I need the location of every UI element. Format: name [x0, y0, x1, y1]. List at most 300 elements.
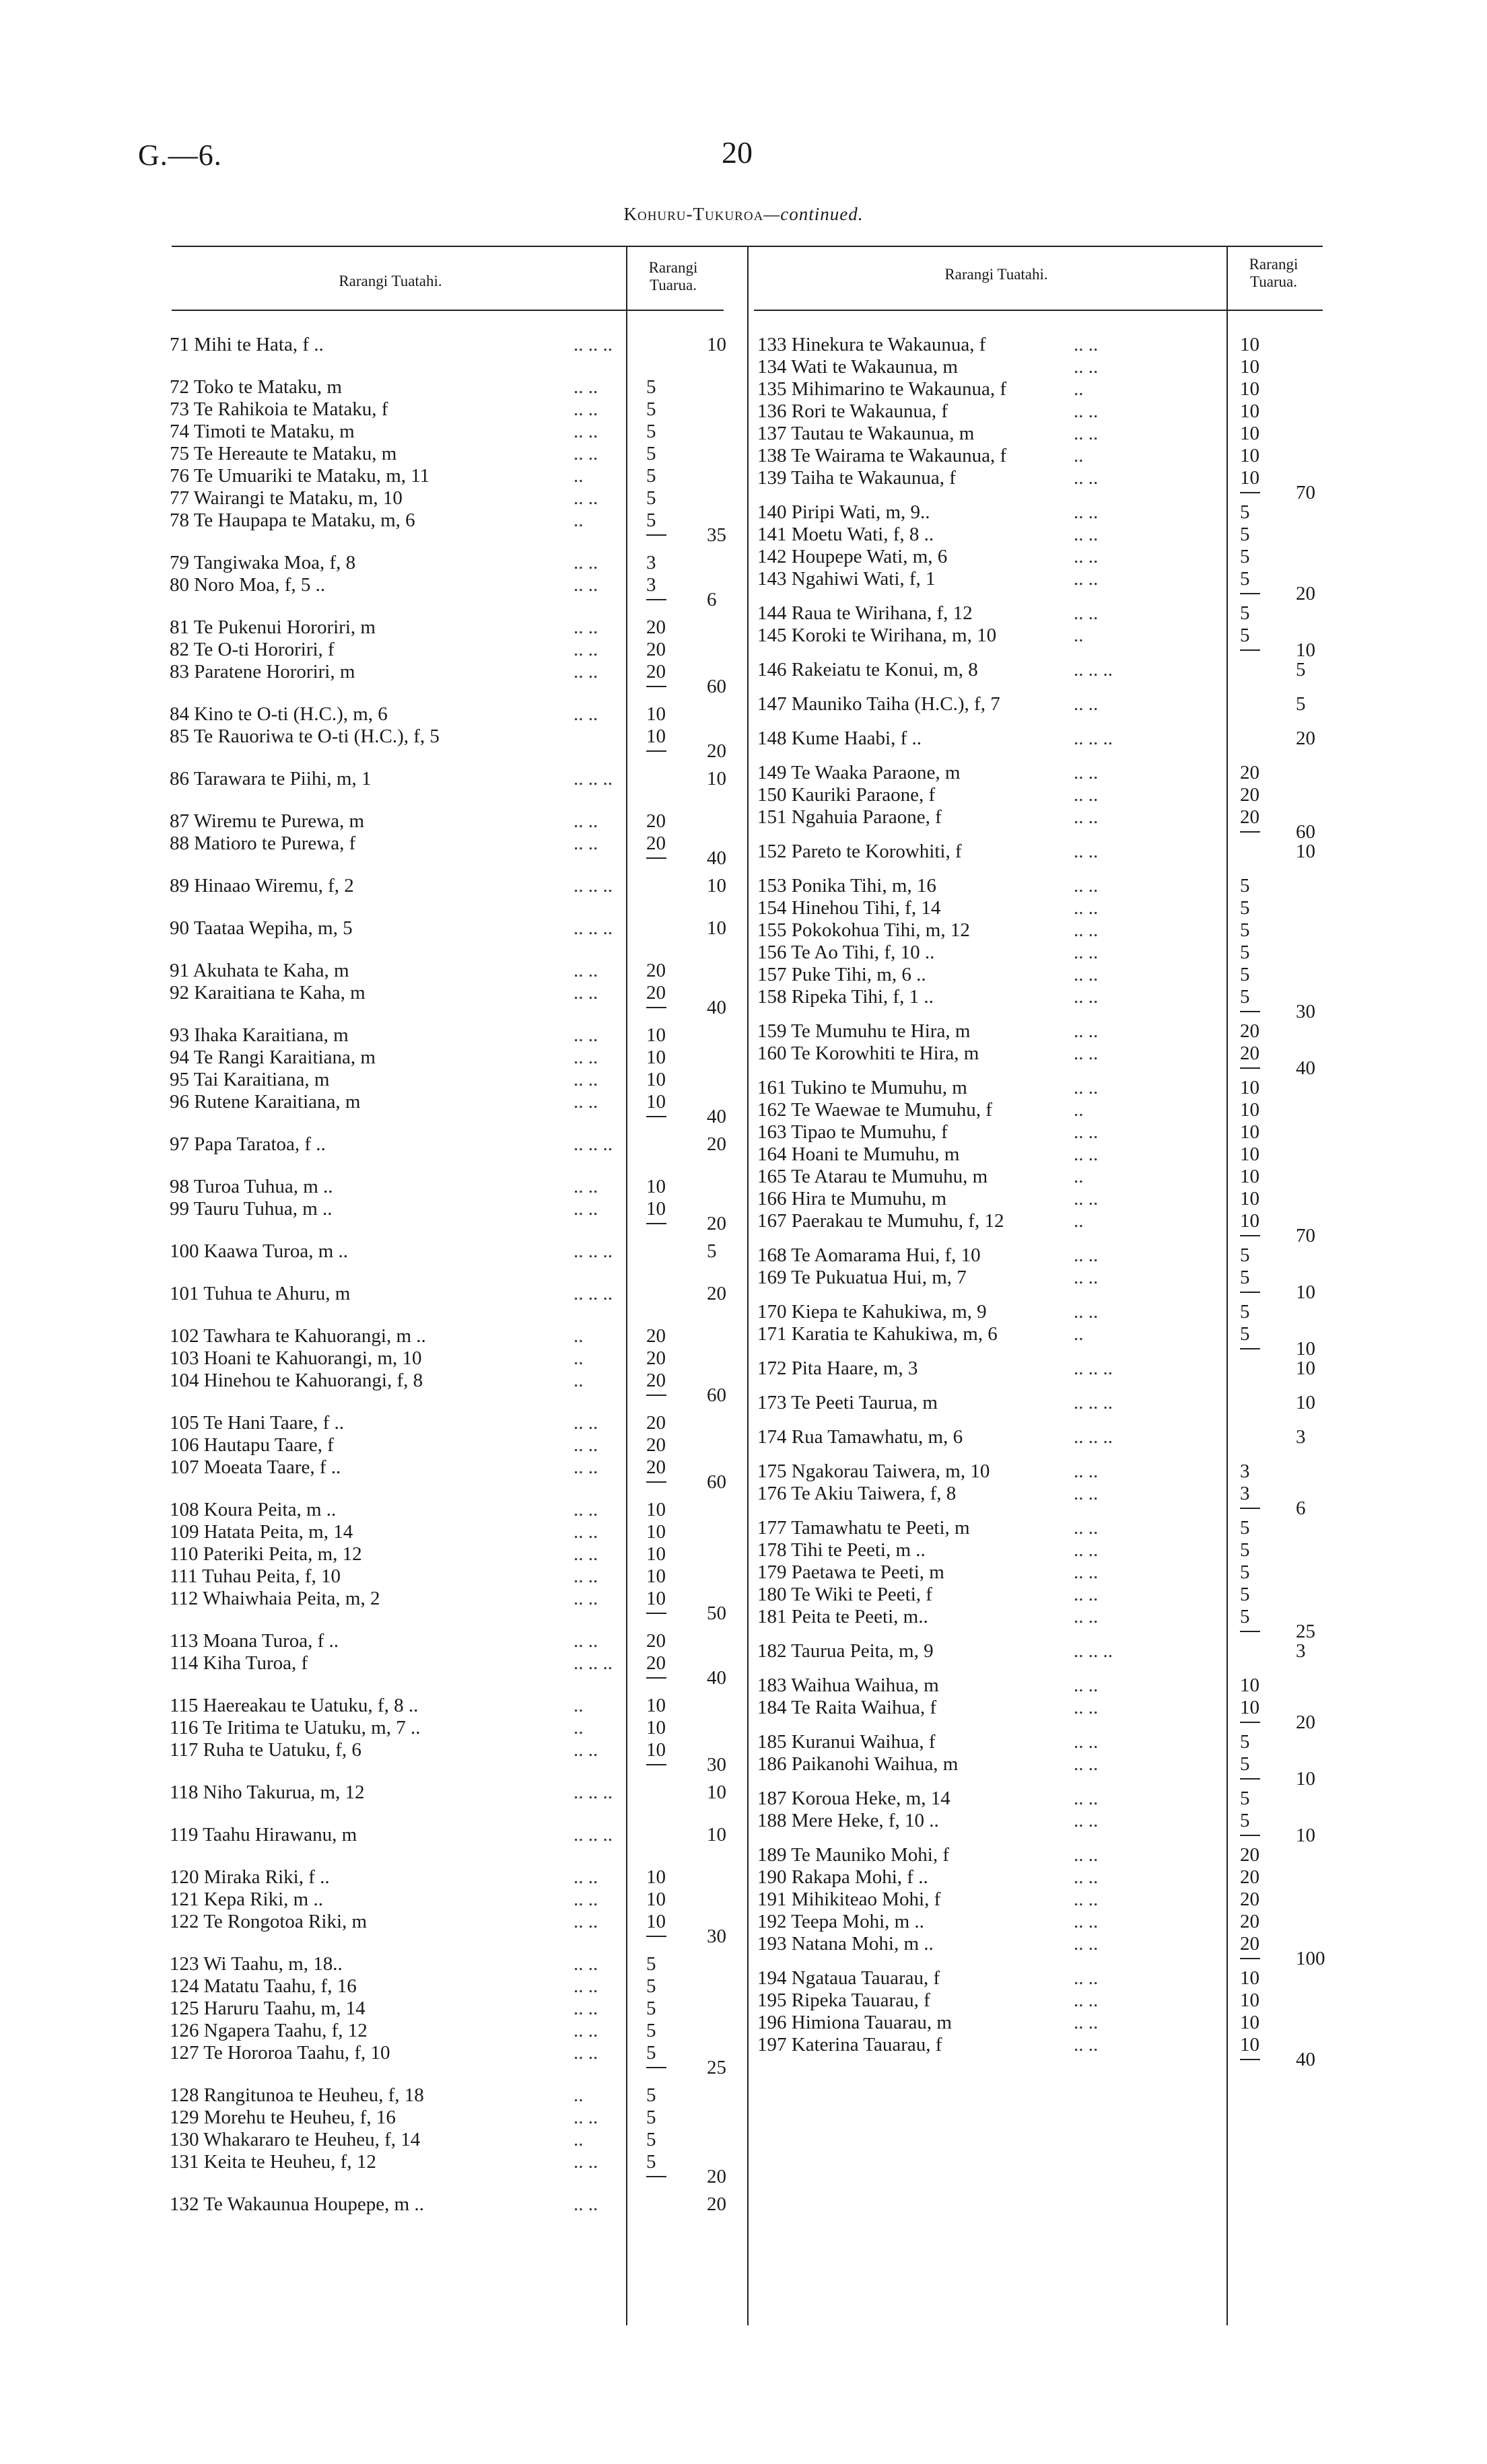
leader-dots: .. .. .. [1074, 1640, 1113, 1662]
entry-name: 144 Raua te Wirihana, f, 12 [757, 602, 973, 624]
share-amount: 5 [1240, 1753, 1250, 1775]
subtotal-amount: 20 [707, 1283, 726, 1304]
register-row [170, 1046, 598, 1069]
leader-dots: .. .. .. [574, 1240, 613, 1262]
share-amount: 5 [646, 2020, 656, 2041]
share-amount: 10 [1240, 423, 1259, 444]
register-row [757, 1561, 1099, 1584]
subtotal-amount: 10 [1296, 1358, 1315, 1379]
register-row [170, 1823, 613, 1846]
entry-name: 118 Niho Takurua, m, 12 [170, 1782, 365, 1803]
register-row [757, 1730, 1099, 1753]
entry-name: 81 Te Pukenui Hororiri, m [170, 617, 376, 638]
share-amount: 10 [646, 1198, 666, 1220]
register-row [170, 1652, 613, 1675]
leader-dots: .. .. [1074, 693, 1099, 715]
share-amount: 10 [1240, 1188, 1259, 1209]
entry-name: 188 Mere Heke, f, 10 .. [757, 1810, 939, 1831]
subtotal-rule [646, 1936, 666, 1937]
register-row [170, 2106, 598, 2129]
entry-name: 114 Kiha Turoa, f [170, 1652, 308, 1674]
leader-dots: .. .. [1074, 1753, 1099, 1775]
register-row [170, 767, 613, 790]
share-amount: 3 [646, 574, 656, 596]
register-row [170, 1325, 584, 1347]
share-amount: 20 [1240, 762, 1259, 783]
subtotal-amount: 50 [707, 1603, 726, 1624]
leader-dots: .. .. [574, 1998, 598, 2019]
entry-name: 117 Ruha te Uatuku, f, 6 [170, 1739, 361, 1761]
share-amount: 20 [646, 617, 666, 638]
share-amount: 10 [1240, 1697, 1259, 1718]
page-number: 20 [722, 135, 753, 170]
register-row [757, 1989, 1099, 2012]
share-amount: 5 [1240, 1267, 1250, 1288]
leader-dots: .. .. [574, 639, 598, 660]
subtotal-amount: 30 [1296, 1001, 1315, 1022]
register-row [757, 545, 1099, 568]
entry-name: 151 Ngahuia Paraone, f [757, 806, 942, 828]
entry-name: 170 Kiepa te Kahukiwa, m, 9 [757, 1301, 987, 1323]
share-amount: 10 [1240, 356, 1259, 378]
subtotal-rule [646, 1116, 666, 1117]
entry-name: 135 Mihimarino te Wakaunua, f [757, 378, 1007, 400]
share-amount: 10 [646, 1739, 666, 1761]
entry-name: 179 Paetawa te Peeti, m [757, 1561, 944, 1583]
subtotal-amount: 20 [707, 1133, 726, 1155]
subtotal-rule [1240, 1835, 1260, 1836]
leader-dots: .. .. [574, 574, 598, 596]
share-amount: 10 [646, 1543, 666, 1565]
register-row [757, 1967, 1099, 1990]
share-amount: 5 [1240, 919, 1250, 941]
register-row [757, 963, 1099, 986]
subtotal-rule [646, 750, 666, 752]
entry-name: 167 Paerakau te Mumuhu, f, 12 [757, 1210, 1004, 1232]
share-amount: 5 [646, 465, 656, 487]
entry-name: 106 Hautapu Taare, f [170, 1434, 334, 1456]
register-row [757, 1753, 1099, 1775]
share-amount: 20 [1240, 1889, 1259, 1910]
entry-name: 123 Wi Taahu, m, 18.. [170, 1953, 343, 1975]
share-amount: 20 [1240, 806, 1259, 828]
share-amount: 5 [646, 443, 656, 464]
share-amount: 10 [646, 1695, 666, 1716]
register-row [170, 832, 598, 855]
leader-dots: .. .. [574, 2151, 598, 2173]
register-row [170, 725, 440, 748]
register-row [757, 985, 1099, 1008]
leader-dots: .. .. [574, 2020, 598, 2041]
leader-dots: .. .. .. [1074, 1358, 1113, 1379]
register-row [170, 464, 584, 487]
register-row [170, 2041, 598, 2064]
entry-name: 166 Hira te Mumuhu, m [757, 1188, 947, 1209]
register-row [757, 658, 1113, 681]
share-amount: 10 [1240, 1967, 1259, 1989]
register-row [757, 567, 1099, 590]
leader-dots: .. [574, 465, 584, 487]
entry-name: 84 Kino te O-ti (H.C.), m, 6 [170, 703, 388, 725]
subtotal-amount: 10 [1296, 1281, 1315, 1303]
share-amount: 20 [1240, 1911, 1259, 1932]
entry-name: 197 Katerina Tauarau, f [757, 2034, 942, 2055]
share-amount: 5 [1240, 875, 1250, 896]
leader-dots: .. .. [1074, 423, 1099, 444]
share-amount: 20 [646, 639, 666, 660]
share-amount: 10 [1240, 378, 1259, 400]
column-divider-left-share [626, 246, 627, 2325]
running-title-suffix: —continued. [763, 204, 864, 224]
subtotal-rule [1240, 1067, 1260, 1069]
entry-name: 189 Te Mauniko Mohi, f [757, 1844, 950, 1866]
entry-name: 109 Hatata Peita, m, 14 [170, 1521, 353, 1543]
leader-dots: .. .. [574, 1739, 598, 1761]
share-amount: 20 [1240, 1866, 1259, 1888]
share-amount: 20 [646, 1652, 666, 1674]
leader-dots: .. .. [1074, 762, 1099, 783]
leader-dots: .. .. [1074, 1460, 1099, 1482]
register-row [757, 1244, 1099, 1267]
entry-name: 125 Haruru Taahu, m, 14 [170, 1998, 366, 2019]
entry-name: 161 Tukino te Mumuhu, m [757, 1077, 967, 1098]
entry-name: 172 Pita Haare, m, 3 [757, 1358, 918, 1379]
leader-dots: .. .. .. [574, 1283, 613, 1304]
register-row [757, 1809, 1099, 1832]
entry-name: 155 Pokokohua Tihi, m, 12 [757, 919, 970, 941]
subtotal-rule [646, 2176, 666, 2177]
register-row [757, 1425, 1113, 1448]
running-head [0, 204, 1487, 225]
entry-name: 185 Kuranui Waihua, f [757, 1731, 936, 1753]
running-title: Kohuru-Tukuroa [623, 204, 764, 224]
entry-name: 146 Rakeiatu te Konui, m, 8 [757, 659, 978, 680]
register-row [170, 1629, 598, 1652]
entry-name: 102 Tawhara te Kahuorangi, m .. [170, 1325, 426, 1347]
leader-dots: .. .. [574, 1630, 598, 1652]
entry-name: 178 Tihi te Peeti, m .. [757, 1539, 926, 1561]
entry-name: 90 Taataa Wepiha, m, 5 [170, 917, 353, 939]
leader-dots: .. .. [1074, 1933, 1099, 1955]
subtotal-rule [1240, 2059, 1260, 2060]
share-amount: 5 [646, 1998, 656, 2019]
leader-dots: .. .. [1074, 1584, 1099, 1605]
entry-name: 100 Kaawa Turoa, m .. [170, 1240, 349, 1262]
entry-name: 181 Peita te Peeti, m.. [757, 1606, 928, 1627]
register-row [170, 1716, 584, 1739]
leader-dots: .. .. [1074, 875, 1099, 896]
register-row [170, 2128, 584, 2151]
entry-name: 133 Hinekura te Wakaunua, f [757, 334, 986, 355]
subtotal-rule [646, 1007, 666, 1008]
subtotal-amount: 40 [707, 1667, 726, 1689]
subtotal-amount: 20 [707, 1213, 726, 1234]
register-row [170, 442, 598, 465]
leader-dots: .. .. .. [574, 1824, 613, 1845]
leader-dots: .. [574, 1695, 584, 1716]
subtotal-amount: 10 [707, 917, 726, 939]
entry-name: 128 Rangitunoa te Heuheu, f, 18 [170, 2084, 424, 2106]
entry-name: 164 Hoani te Mumuhu, m [757, 1143, 960, 1165]
share-amount: 5 [646, 2151, 656, 2173]
subtotal-rule [1240, 593, 1260, 594]
share-amount: 5 [646, 376, 656, 398]
register-row [757, 919, 1099, 942]
register-row [757, 1843, 1099, 1866]
leader-dots: .. .. [574, 1024, 598, 1046]
register-row [170, 2084, 584, 2107]
leader-dots: .. .. [1074, 1043, 1099, 1064]
share-amount: 10 [646, 1521, 666, 1543]
subtotal-rule [646, 1764, 666, 1765]
leader-dots: .. .. [1074, 334, 1099, 355]
entry-name: 177 Tamawhatu te Peeti, m [757, 1517, 970, 1539]
leader-dots: .. .. [1074, 602, 1099, 624]
subtotal-amount: 10 [1296, 1825, 1315, 1846]
leader-dots: .. [1074, 625, 1084, 646]
register-row [170, 376, 598, 398]
register-row [757, 1605, 1099, 1628]
leader-dots: .. .. [1074, 1697, 1099, 1718]
entry-name: 196 Himiona Tauarau, m [757, 2012, 952, 2033]
subtotal-rule [646, 686, 666, 687]
share-amount: 20 [1240, 1844, 1259, 1866]
register-row [757, 761, 1099, 784]
share-amount: 20 [646, 1412, 666, 1434]
register-row [757, 1020, 1099, 1043]
entry-name: 74 Timoti te Mataku, m [170, 421, 355, 442]
entry-name: 168 Te Aomarama Hui, f, 10 [757, 1244, 981, 1266]
leader-dots: .. .. [574, 1499, 598, 1520]
entry-name: 75 Te Hereaute te Mataku, m [170, 443, 397, 464]
entry-name: 129 Morehu te Heuheu, f, 16 [170, 2107, 396, 2128]
leader-dots: .. [1074, 1099, 1084, 1121]
register-row [757, 1640, 1113, 1662]
leader-dots: .. .. [574, 1069, 598, 1090]
entry-name: 141 Moetu Wati, f, 8 .. [757, 524, 934, 545]
leader-dots: .. .. [1074, 568, 1099, 590]
subtotal-amount: 20 [707, 2193, 726, 2215]
register-row [170, 1456, 598, 1479]
leader-dots: .. .. [1074, 1244, 1099, 1266]
share-amount: 20 [646, 833, 666, 854]
entry-name: 73 Te Rahikoia te Mataku, f [170, 398, 388, 420]
register-row [757, 602, 1099, 625]
share-amount: 20 [646, 1325, 666, 1347]
share-amount: 20 [1240, 1020, 1259, 1042]
entry-name: 112 Whaiwhaia Peita, m, 2 [170, 1588, 380, 1609]
subtotal-rule [1240, 1292, 1260, 1293]
entry-name: 152 Pareto te Korowhiti, f [757, 841, 962, 862]
share-amount: 10 [646, 1024, 666, 1046]
entry-name: 85 Te Rauoriwa te O-ti (H.C.), f, 5 [170, 726, 440, 747]
share-amount: 5 [1240, 986, 1250, 1008]
leader-dots: .. .. [1074, 1990, 1099, 2011]
entry-name: 145 Koroki te Wirihana, m, 10 [757, 625, 997, 646]
register-row [757, 941, 1099, 964]
entry-name: 122 Te Rongotoa Riki, m [170, 1911, 368, 1932]
register-row [170, 1197, 598, 1220]
subtotal-amount: 10 [707, 334, 726, 355]
leader-dots: .. [574, 1717, 584, 1738]
leader-dots: .. [1074, 445, 1084, 466]
entry-name: 115 Haereakau te Uatuku, f, 8 .. [170, 1695, 419, 1716]
subtotal-amount: 30 [707, 1926, 726, 1947]
leader-dots: .. .. [1074, 964, 1099, 985]
leader-dots: .. .. .. [574, 1782, 613, 1803]
share-amount: 10 [646, 1911, 666, 1932]
leader-dots: .. .. [574, 1866, 598, 1888]
register-row [757, 840, 1099, 863]
register-row [757, 400, 1099, 423]
column-divider-right-share [1226, 246, 1228, 2325]
share-amount: 5 [1240, 524, 1250, 545]
subtotal-rule [646, 1481, 666, 1483]
leader-dots: .. [1074, 1210, 1084, 1232]
subtotal-amount: 5 [707, 1240, 717, 1262]
entry-name: 131 Keita te Heuheu, f, 12 [170, 2151, 376, 2173]
register-row [170, 551, 598, 574]
register-row [757, 1143, 1099, 1166]
share-amount: 5 [646, 2107, 656, 2128]
register-row [170, 616, 598, 639]
register-row [170, 1024, 598, 1047]
register-row [757, 1209, 1084, 1232]
leader-dots: .. .. [574, 2193, 598, 2215]
entry-name: 82 Te O-ti Hororiri, f [170, 639, 335, 660]
register-row [757, 693, 1099, 715]
leader-dots: .. .. [1074, 1301, 1099, 1323]
subtotal-amount: 10 [707, 1824, 726, 1845]
register-row [170, 917, 613, 940]
entry-name: 136 Rori te Wakaunua, f [757, 400, 948, 422]
entry-name: 137 Tautau te Wakaunua, m [757, 423, 975, 444]
leader-dots: .. .. [1074, 1788, 1099, 1809]
entry-name: 140 Piripi Wati, m, 9.. [757, 501, 930, 523]
register-row [757, 1787, 1099, 1810]
entry-name: 147 Mauniko Taiha (H.C.), f, 7 [757, 693, 1000, 715]
entry-name: 150 Kauriki Paraone, f [757, 784, 936, 806]
leader-dots: .. .. [1074, 1675, 1099, 1696]
register-row [170, 874, 613, 897]
leader-dots: .. [574, 1347, 584, 1369]
register-row [170, 981, 598, 1004]
leader-dots: .. .. [1074, 1077, 1099, 1098]
share-amount: 3 [1240, 1483, 1250, 1504]
share-amount: 10 [1240, 445, 1259, 466]
leader-dots: .. [574, 2129, 584, 2150]
entry-name: 132 Te Wakaunua Houpepe, m .. [170, 2193, 424, 2215]
register-row [170, 1866, 598, 1889]
share-amount: 10 [646, 726, 666, 747]
share-amount: 20 [646, 1434, 666, 1456]
register-row [170, 1587, 598, 1610]
register-row [170, 1347, 584, 1370]
register-row [170, 333, 613, 356]
page-ref: G.—6. [138, 139, 222, 172]
leader-dots: .. .. [574, 1456, 598, 1478]
leader-dots: .. [574, 2084, 584, 2106]
share-amount: 10 [1240, 1210, 1259, 1232]
register-row [757, 1323, 1084, 1345]
leader-dots: .. .. [574, 1889, 598, 1910]
entry-name: 104 Hinehou te Kahuorangi, f, 8 [170, 1370, 423, 1391]
share-amount: 5 [1240, 1517, 1250, 1539]
entry-name: 91 Akuhata te Kaha, m [170, 960, 349, 981]
subtotal-amount: 3 [1296, 1640, 1306, 1662]
leader-dots: .. .. [1074, 501, 1099, 523]
share-amount: 5 [1240, 897, 1250, 919]
register-row [757, 1165, 1084, 1188]
leader-dots: .. .. .. [574, 917, 613, 939]
leader-dots: .. .. [574, 833, 598, 854]
share-amount: 5 [646, 2042, 656, 2064]
header-right-share: Rarangi Tuarua. [1249, 256, 1299, 290]
entry-name: 182 Taurua Peita, m, 9 [757, 1640, 934, 1662]
entry-name: 163 Tipao te Mumuhu, f [757, 1121, 948, 1143]
share-amount: 20 [646, 810, 666, 832]
leader-dots: .. .. [574, 1198, 598, 1220]
register-row [170, 2193, 598, 2216]
subtotal-amount: 6 [707, 589, 717, 610]
entry-name: 94 Te Rangi Karaitiana, m [170, 1047, 376, 1068]
register-row [170, 810, 598, 833]
share-amount: 5 [1240, 964, 1250, 985]
entry-name: 186 Paikanohi Waihua, m [757, 1753, 959, 1775]
share-amount: 20 [1240, 1933, 1259, 1955]
leader-dots: .. .. [1074, 524, 1099, 545]
leader-dots: .. .. [574, 552, 598, 573]
share-amount: 10 [646, 1889, 666, 1910]
share-amount: 20 [646, 1370, 666, 1391]
subtotal-amount: 3 [1296, 1426, 1306, 1448]
share-amount: 5 [1240, 1731, 1250, 1753]
register-row [757, 624, 1084, 647]
leader-dots: .. .. [1074, 1539, 1099, 1561]
share-amount: 5 [1240, 1584, 1250, 1605]
share-amount: 10 [1240, 1675, 1259, 1696]
share-amount: 10 [646, 703, 666, 725]
subtotal-amount: 60 [707, 1471, 726, 1493]
entry-name: 156 Te Ao Tihi, f, 10 .. [757, 942, 935, 963]
leader-dots: .. .. [574, 1953, 598, 1975]
subtotal-amount: 40 [707, 847, 726, 869]
share-amount: 5 [646, 2084, 656, 2106]
share-amount: 5 [1240, 942, 1250, 963]
header-left-share: Rarangi Tuarua. [648, 259, 698, 293]
leader-dots: .. .. [574, 443, 598, 464]
share-amount: 5 [646, 487, 656, 509]
register-row [757, 378, 1084, 400]
entry-name: 119 Taahu Hirawanu, m [170, 1824, 357, 1845]
register-row [757, 1888, 1099, 1911]
register-row [757, 2033, 1099, 2056]
entry-name: 157 Puke Tihi, m, 6 .. [757, 964, 926, 985]
share-amount: 5 [646, 2129, 656, 2150]
entry-name: 192 Teepa Mohi, m .. [757, 1911, 924, 1932]
share-amount: 5 [1240, 602, 1250, 624]
entry-name: 171 Karatia te Kahukiwa, m, 6 [757, 1323, 998, 1345]
entry-name: 193 Natana Mohi, m .. [757, 1933, 934, 1955]
entry-name: 111 Tuhau Peita, f, 10 [170, 1565, 341, 1587]
leader-dots: .. .. [574, 617, 598, 638]
register-row [170, 1411, 598, 1434]
entry-name: 149 Te Waaka Paraone, m [757, 762, 961, 783]
register-row [757, 1932, 1099, 1955]
leader-dots: .. .. .. [574, 334, 613, 355]
entry-name: 162 Te Waewae te Mumuhu, f [757, 1099, 992, 1121]
register-row [757, 727, 1113, 750]
